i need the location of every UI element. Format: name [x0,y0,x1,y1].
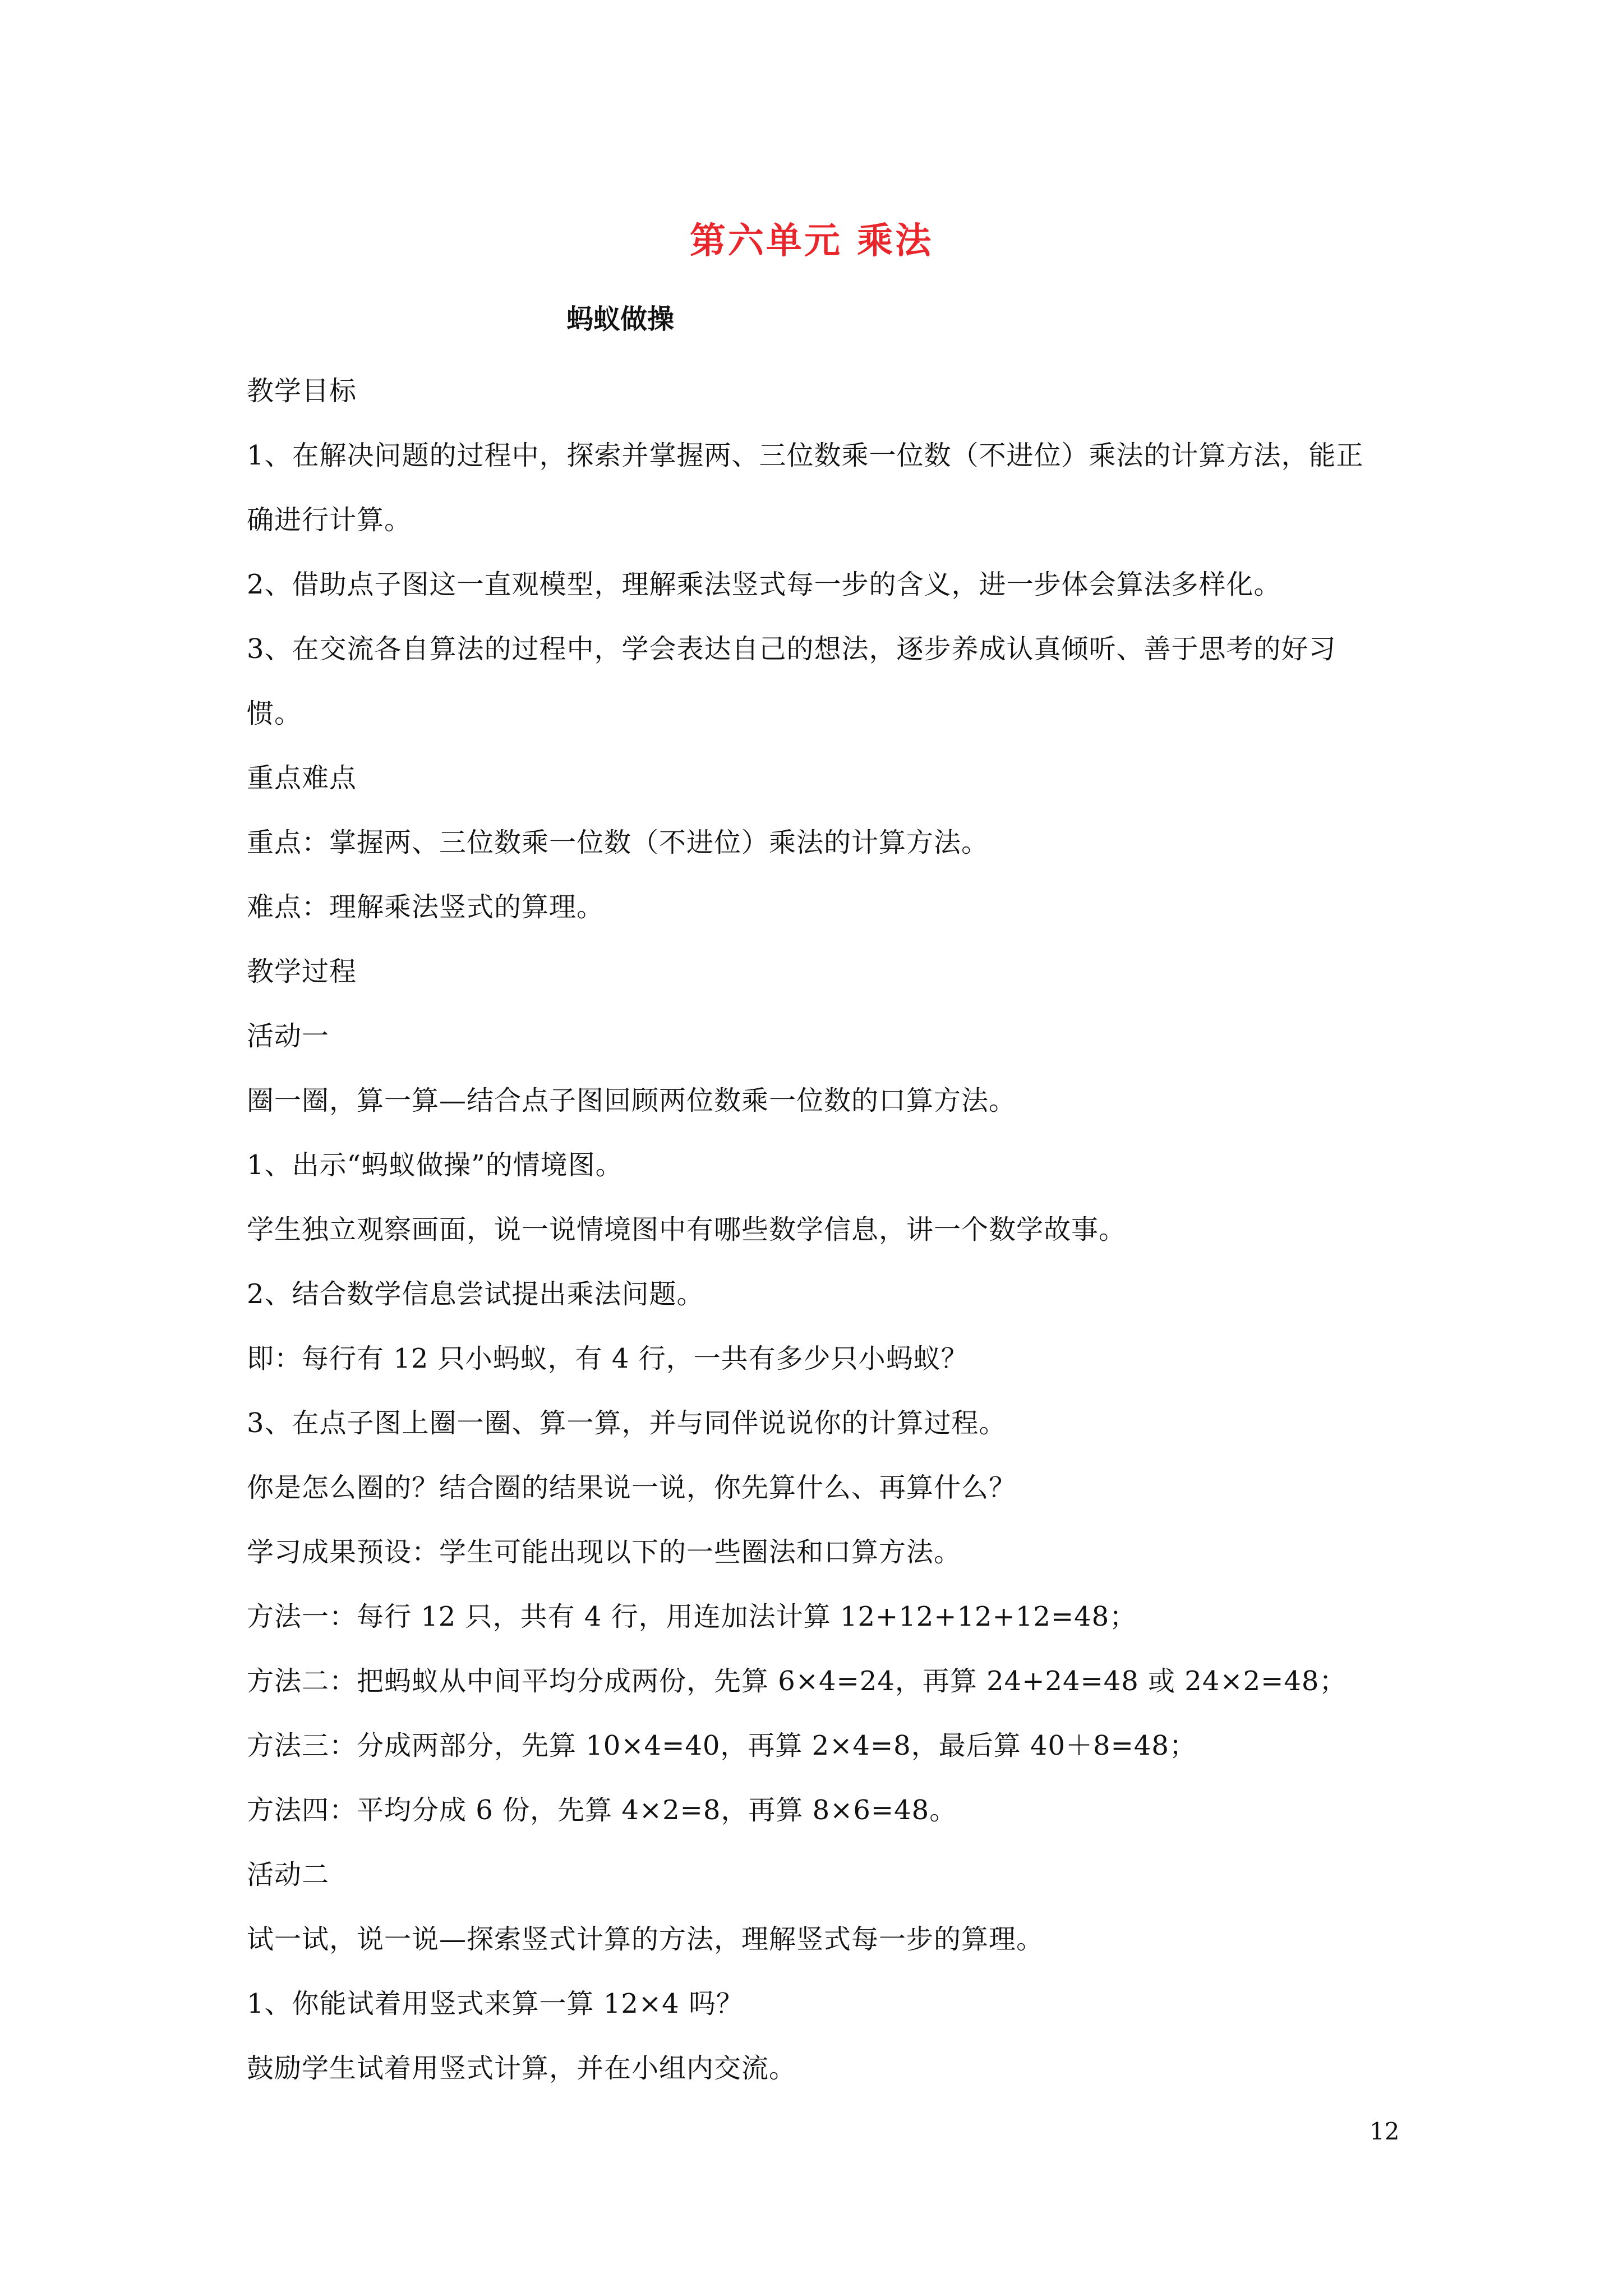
activity-1-prompt: 你是怎么圈的？结合圈的结果说一说，你先算什么、再算什么？ [247,1472,1017,1503]
goal-2: 2、借助点子图这一直观模型，理解乘法竖式每一步的含义，进一步体会算法多样化。 [247,569,1281,600]
activity-1-step-3: 3、在点子图上圈一圈、算一算，并与同伴说说你的计算过程。 [247,1407,1007,1439]
lesson-title: 蚂蚁做操 [566,303,675,335]
heading-key-points: 重点难点 [247,762,357,794]
method-1: 方法一：每行 12 只，共有 4 行，用连加法计算 12+12+12+12=48； [247,1601,1137,1632]
activity-1-intro: 圈一圈，算一算—结合点子图回顾两位数乘一位数的口算方法。 [247,1085,1017,1116]
activity-2-intro: 试一试，说一说—探索竖式计算的方法，理解竖式每一步的算理。 [247,1924,1044,1955]
activity-2-encourage: 鼓励学生试着用竖式计算，并在小组内交流。 [247,2053,797,2084]
difficult-point: 难点：理解乘法竖式的算理。 [247,891,605,923]
activity-1-step-1: 1、出示“蚂蚁做操”的情境图。 [247,1149,623,1181]
activity-1-observe: 学生独立观察画面，说一说情境图中有哪些数学信息，讲一个数学故事。 [247,1214,1127,1245]
method-4: 方法四：平均分成 6 份，先算 4×2=8，再算 8×6=48。 [247,1795,957,1826]
expected-outcomes: 学习成果预设：学生可能出现以下的一些圈法和口算方法。 [247,1536,962,1568]
activity-1-step-2: 2、结合数学信息尝试提出乘法问题。 [247,1278,704,1310]
heading-activity-1: 活动一 [247,1020,330,1052]
goal-1: 1、在解决问题的过程中，探索并掌握两、三位数乘一位数（不进位）乘法的计算方法，能正确进行计算。 [247,440,1364,536]
method-3: 方法三：分成两部分，先算 10×4=40，再算 2×4=8，最后算 40＋8=48； [247,1730,1197,1761]
method-2: 方法二：把蚂蚁从中间平均分成两份，先算 6×4=24，再算 24+24=48 或 24×2=48； [247,1665,1347,1697]
heading-activity-2: 活动二 [247,1859,330,1890]
activity-2-step-1: 1、你能试着用竖式来算一算 12×4 吗？ [247,1988,744,2019]
body-text [247,359,1391,2101]
heading-teaching-process: 教学过程 [247,956,357,987]
unit-title: 第六单元 乘法 [689,220,934,262]
key-point: 重点：掌握两、三位数乘一位数（不进位）乘法的计算方法。 [247,827,989,858]
page-number: 12 [1370,2118,1400,2145]
activity-1-question: 即：每行有 12 只小蚂蚁，有 4 行，一共有多少只小蚂蚁？ [247,1343,969,1374]
heading-teaching-goals: 教学目标 [247,375,357,407]
goal-3: 3、在交流各自算法的过程中，学会表达自己的想法，逐步养成认真倾听、善于思考的好习惯。 [247,633,1336,729]
